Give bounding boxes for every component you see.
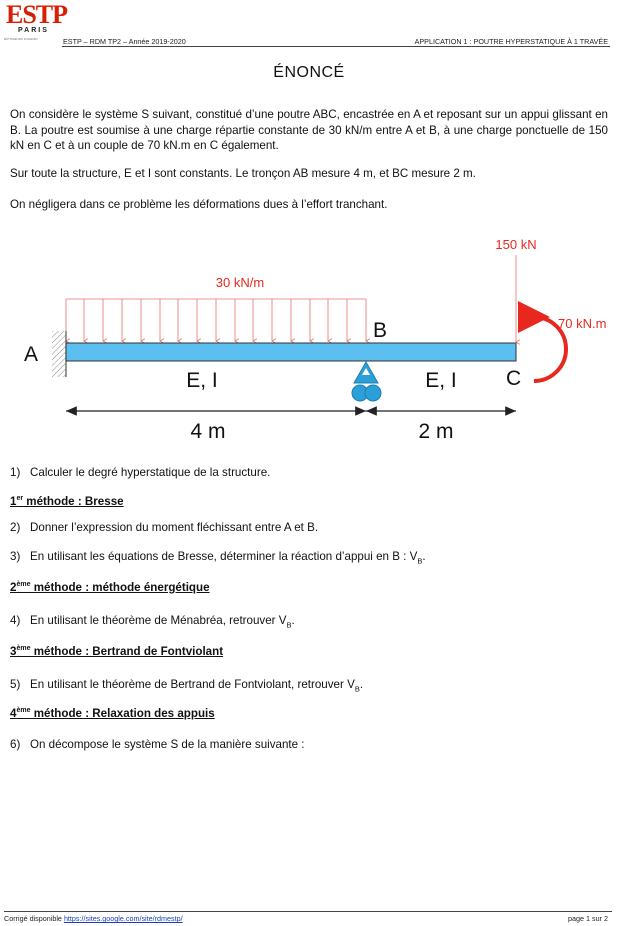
question-3: 3) En utilisant les équations de Bresse, déterminer la réaction d’appui en B : $V_B$. xyxy=(10,550,426,566)
footer-note xyxy=(4,914,183,923)
section-relaxation: 4ème méthode : Relaxation des appuis xyxy=(10,707,215,720)
stiffness-ab-label: E, I xyxy=(186,369,218,392)
section-fontviolant: 3ème méthode : Bertrand de Fontviolant xyxy=(10,645,224,658)
question-5-text: En utilisant le théorème de Bertrand de Fontviolant, retrouver V xyxy=(30,678,355,691)
node-b-label: B xyxy=(373,319,388,342)
header-rule xyxy=(62,46,610,47)
question-2-text: Donner l’expression du moment fléchissant entre A et B. xyxy=(30,521,319,534)
length-ab-label: 4 m xyxy=(190,420,226,443)
stiffness-bc-label: E, I xyxy=(425,369,457,392)
node-c-label: C xyxy=(506,367,522,390)
question-1-text: Calculer le degré hyperstatique de la structure. xyxy=(30,466,271,479)
header-course: ESTP – RDM TP2 – Année 2019-2020 xyxy=(63,37,186,46)
question-1 xyxy=(10,466,270,479)
question-5: 5) En utilisant le théorème de Bertrand de Fontviolant, retrouver $V_B$. xyxy=(10,678,364,694)
fixed-support-hatch xyxy=(52,331,66,377)
page-number: page 1 sur 2 xyxy=(568,914,608,923)
paragraph-system: On considère le système S suivant, constitué d’une poutre ABC, encastrée en A et reposant sur un appui glissant en B. La poutre est soumise à une charge répartie constante de 30 kN/m entre A et B, à une charge ponctuelle de 150 kN en C et à un couple de 70 kN.m en C également. xyxy=(10,108,608,152)
page-title: ÉNONCÉ xyxy=(273,64,345,81)
paragraph-shear: On négligera dans ce problème les déformations dues à l’effort tranchant. xyxy=(10,198,388,211)
question-6: 6) On décompose le système S de la manière suivante : xyxy=(10,738,305,751)
footer-rule xyxy=(4,911,612,912)
section-energetique: 2ème méthode : méthode énergétique xyxy=(10,581,210,594)
distributed-load-arrows xyxy=(66,299,366,341)
paragraph-stiffness: Sur toute la structure, E et I sont constants. Le tronçon AB mesure 4 m, et BC mesure 2 m. xyxy=(10,167,476,180)
question-1-number: 1) xyxy=(10,466,21,479)
logo-letters: ESTP xyxy=(6,0,68,29)
couple-label: 70 kN.m xyxy=(558,316,607,331)
distributed-load-label: 30 kN/m xyxy=(215,275,265,290)
question-4-text: En utilisant le théorème de Ménabréa, retrouver V xyxy=(30,614,287,627)
length-bc-label: 2 m xyxy=(418,420,454,443)
beam-diagram xyxy=(0,225,618,450)
logo-city: PARIS xyxy=(18,27,49,34)
correction-link[interactable]: https://sites.google.com/site/rdmestp/ xyxy=(63,914,183,923)
logo-tagline: BÂTISSEURS D'AVENIR xyxy=(4,37,38,41)
header-application: APPLICATION 1 : POUTRE HYPERSTATIQUE À 1 TRAVÉE xyxy=(414,37,608,46)
question-3-text: En utilisant les équations de Bresse, déterminer la réaction d’appui en B : V xyxy=(30,550,418,563)
question-6-text: On décompose le système S de la manière suivante : xyxy=(30,738,305,751)
section-bresse: 1er méthode : Bresse xyxy=(10,495,124,508)
footer-label: Corrigé disponible xyxy=(4,914,64,923)
point-load-label: 150 kN xyxy=(495,237,537,252)
question-4: 4) En utilisant le théorème de Ménabréa, retrouver $V_B$. xyxy=(10,614,295,630)
beam-abc xyxy=(66,343,516,361)
sliding-support-b xyxy=(352,362,381,401)
question-2: 2) Donner l’expression du moment fléchissant entre A et B. xyxy=(10,521,319,534)
node-a-label: A xyxy=(24,343,39,366)
